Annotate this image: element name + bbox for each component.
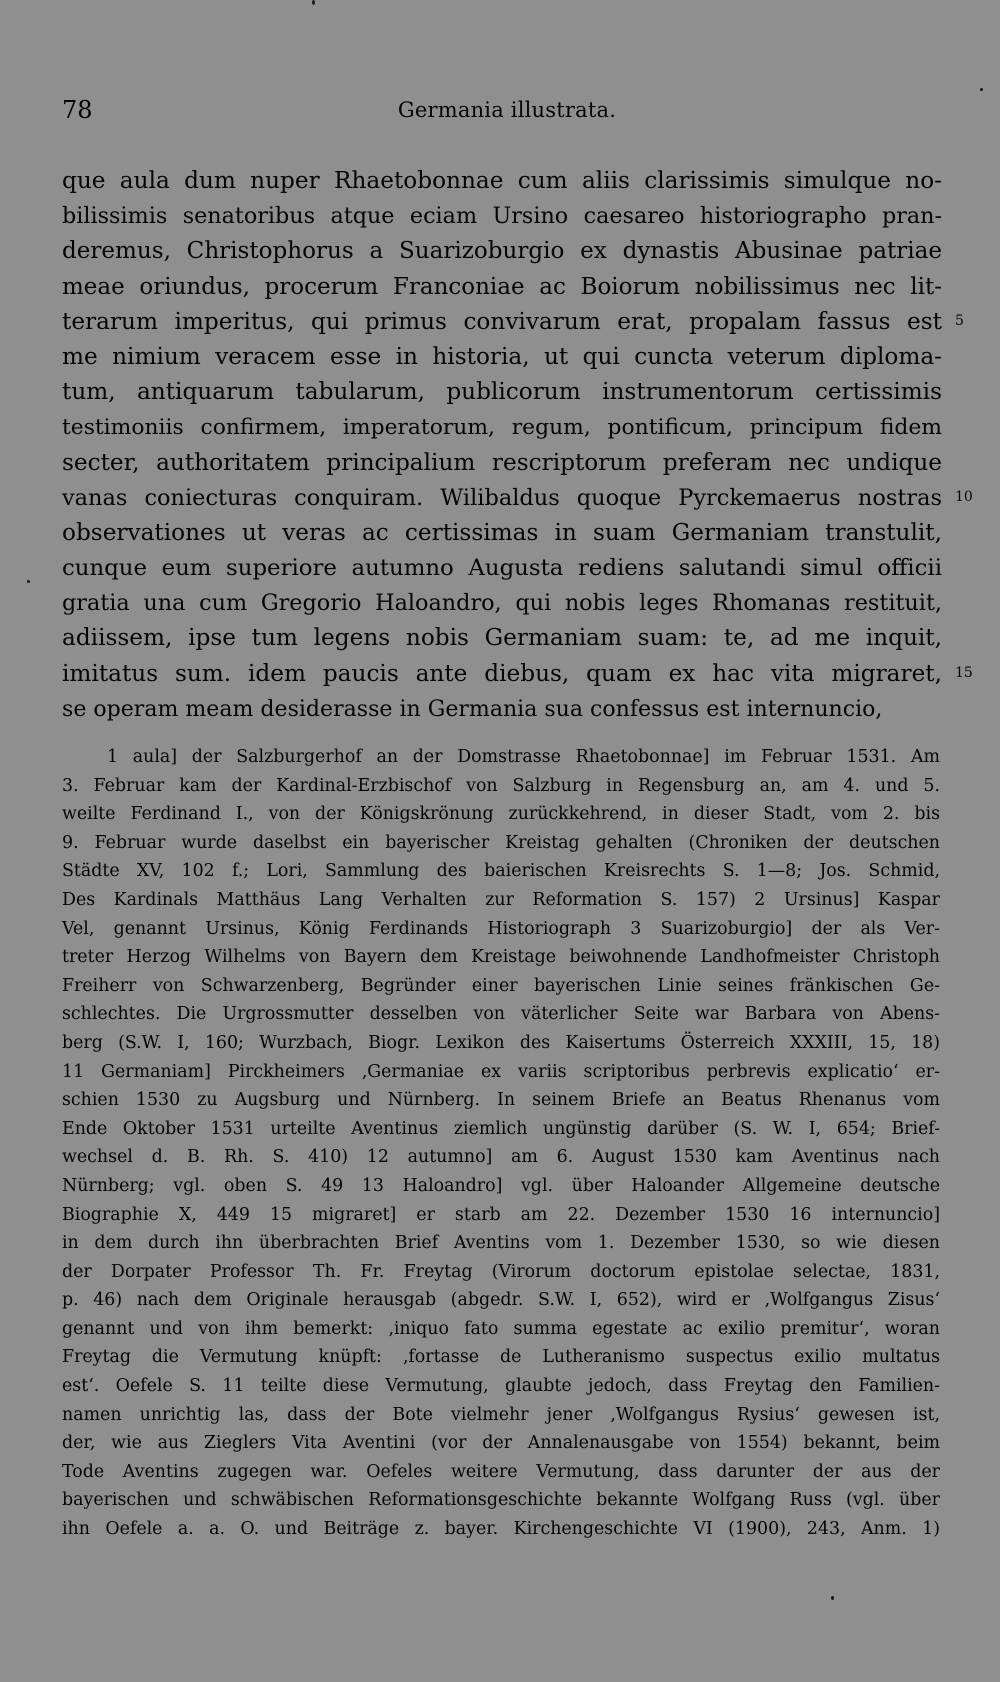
page-number: 78 — [62, 96, 93, 124]
text-line — [62, 339, 942, 374]
text-line-content: observationes ut veras ac certissimas in suam Germaniam transtulit, — [62, 518, 942, 546]
footnote-line: der Dorpater Professor Th. Fr. Freytag (Virorum doctorum epistolae selectae, 1831, — [62, 1261, 940, 1282]
text-line-content: cunque eum superiore autumno Augusta rediens salutandi simul officii — [62, 555, 942, 582]
footnote-line: est‘. Oefele S. 11 teilte diese Vermutung, glaubte jedoch, dass Freytag den Familien- — [62, 1376, 940, 1397]
footnote-line: Tode Aventins zugegen war. Oefeles weitere Vermutung, dass darunter der aus der — [62, 1461, 940, 1482]
footnote-line: Des Kardinals Matthäus Lang Verhalten zur Reformation S. 157) 2 Ursinus] Kaspar — [62, 889, 940, 910]
text-line-content: secter, authoritatem principalium rescriptorum preferam nec undique — [62, 448, 942, 476]
text-line — [62, 656, 973, 691]
footnotes — [62, 743, 940, 1544]
footnote-line: p. 46) nach dem Originale herausgab (abgedr. S.W. I, 652), wird er ‚Wolfgangus Zisus‘ — [62, 1290, 940, 1311]
text-line-content: deremus, Christophorus a Suarizoburgio ex dynastis Abusinae patriae — [62, 238, 942, 265]
text-line — [62, 515, 942, 550]
footnote-line: genannt und von ihm bemerkt: ‚iniquo fato summa egestate ac exilio premitur‘, woran — [62, 1318, 940, 1339]
running-title: Germania illustrata. — [397, 98, 617, 122]
text-line-content: adiissem, ipse tum legens nobis Germaniam suam: te, ad me inquit, — [62, 624, 942, 652]
line-number: 15 — [955, 664, 973, 681]
text-line — [62, 233, 942, 268]
footnote-line: 3. Februar kam der Kardinal-Erzbischof von Salzburg in Regensburg an, am 4. und 5. — [62, 775, 940, 796]
scan-speck — [831, 1596, 834, 1600]
footnote-line: Städte XV, 102 f.; Lori, Sammlung des baierischen Kreisrechts S. 1—8; Jos. Schmid, — [62, 861, 940, 882]
footnote-line: berg (S.W. I, 160; Wurzbach, Biogr. Lexikon des Kaisertums Österreich XXXIII, 15, 18) — [62, 1032, 940, 1053]
footnote-line: 11 Germaniam] Pirckheimers ‚Germaniae ex variis scriptoribus perbrevis explicatio‘ er- — [62, 1061, 940, 1082]
footnote-line: schien 1530 zu Augsburg und Nürnberg. In seinem Briefe an Beatus Rhenanus vom — [62, 1090, 940, 1111]
footnote-line: wechsel d. B. Rh. S. 410) 12 autumno] am 6. August 1530 kam Aventinus nach — [62, 1147, 940, 1168]
footnote-line: schlechtes. Die Urgrossmutter desselben von väterlicher Seite war Barbara von Abens- — [62, 1004, 940, 1025]
text-line — [62, 163, 942, 198]
footnote-line: Freytag die Vermutung knüpft: ‚fortasse de Lutheranismo suspectus exilio multatus — [62, 1347, 940, 1368]
text-line — [62, 620, 942, 655]
main-text — [62, 163, 973, 726]
text-line-content: bilissimis senatoribus atque eciam Ursino caesareo historiographo pran- — [62, 203, 942, 230]
footnote-line: 9. Februar wurde daselbst ein bayerischer Kreistag gehalten (Chroniken der deutschen — [62, 832, 940, 853]
scan-speck — [27, 580, 30, 583]
footnote-line: weilte Ferdinand I., von der Königskrönung zurückkehrend, in dieser Stadt, vom 2. bis — [62, 804, 940, 825]
scan-speck — [980, 88, 983, 91]
text-line-content: que aula dum nuper Rhaetobonnae cum aliis clarissimis simulque no- — [62, 167, 942, 194]
scan-speck — [312, 0, 315, 5]
text-line — [62, 480, 973, 515]
line-number: 10 — [955, 488, 973, 505]
running-head — [62, 96, 952, 132]
text-line-content: se operam meam desiderasse in Germania sua confessus est internuncio, — [62, 696, 883, 722]
text-line — [62, 585, 942, 620]
footnote-line: treter Herzog Wilhelms von Bayern dem Kreistage beiwohnende Landhofmeister Christoph — [62, 947, 940, 968]
line-number: 5 — [955, 312, 964, 329]
text-line-content: me nimium veracem esse in historia, ut qui cuncta veterum diploma- — [62, 342, 942, 370]
text-line-content: terarum imperitus, qui primus convivarum erat, propalam fassus est — [62, 307, 942, 335]
text-line-content: vanas coniecturas conquiram. Wilibaldus quoque Pyrckemaerus nostras — [62, 484, 942, 511]
text-line-content: meae oriundus, procerum Franconiae ac Boiorum nobilissimus nec lit- — [62, 273, 942, 300]
text-line — [62, 691, 942, 726]
footnote-line: Freiherr von Schwarzenberg, Begründer einer bayerischen Linie seines fränkischen Ge- — [62, 975, 940, 996]
footnote-line: Nürnberg; vgl. oben S. 49 13 Haloandro] vgl. über Haloander Allgemeine deutsche — [62, 1175, 940, 1196]
text-line — [62, 198, 942, 233]
text-line-content: tum, antiquarum tabularum, publicorum instrumentorum certissimis — [62, 378, 942, 406]
footnote-line: ihn Oefele a. a. O. und Beiträge z. bayer. Kirchengeschichte VI (1900), 243, Anm. 1) — [62, 1519, 940, 1540]
text-line — [62, 304, 964, 339]
text-line — [62, 374, 942, 409]
text-line — [62, 445, 942, 480]
text-line-content: gratia una cum Gregorio Haloandro, qui nobis leges Rhomanas restituit, — [62, 590, 942, 617]
text-line — [62, 269, 942, 304]
footnote-line: Ende Oktober 1531 urteilte Aventinus ziemlich ungünstig darüber (S. W. I, 654; Brief- — [62, 1118, 940, 1139]
footnote-line: 1 aula] der Salzburgerhof an der Domstrasse Rhaetobonnae] im Februar 1531. Am — [107, 747, 940, 767]
text-line-content: testimoniis confirmem, imperatorum, regum, pontificum, principum fidem — [62, 415, 942, 441]
text-line — [62, 550, 942, 585]
footnote-line: in dem durch ihn überbrachten Brief Aventins vom 1. Dezember 1530, so wie diesen — [62, 1233, 940, 1254]
text-line — [62, 409, 942, 444]
footnote-line: bayerischen und schwäbischen Reformationsgeschichte bekannte Wolfgang Russ (vgl. über — [62, 1490, 940, 1511]
footnote-line: Biographie X, 449 15 migraret] er starb am 22. Dezember 1530 16 internuncio] — [62, 1204, 940, 1225]
text-line-content: imitatus sum. idem paucis ante diebus, quam ex hac vita migraret, — [62, 659, 942, 687]
footnote-line: namen unrichtig las, dass der Bote vielmehr jener ‚Wolfgangus Rysius‘ gewesen ist, — [62, 1404, 940, 1425]
footnote-line: Vel, genannt Ursinus, König Ferdinands Historiograph 3 Suarizoburgio] der als Ver- — [62, 918, 940, 939]
footnote-line: der, wie aus Zieglers Vita Aventini (vor der Annalenausgabe von 1554) bekannt, beim — [62, 1433, 940, 1454]
